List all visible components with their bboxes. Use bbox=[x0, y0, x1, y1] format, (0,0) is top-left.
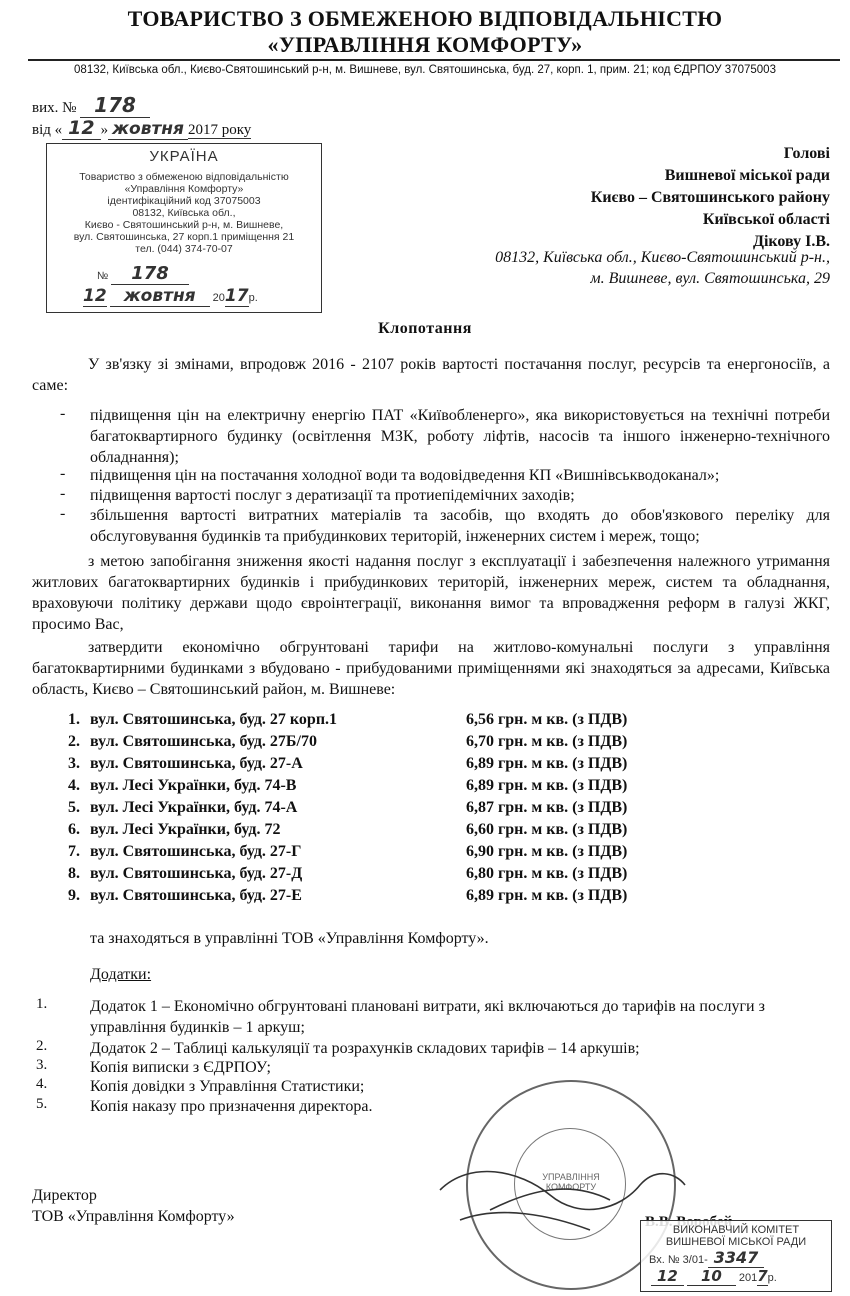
reg-date-month: 10 bbox=[687, 1267, 736, 1286]
list-item-address: вул. Лесі Українки, буд. 74-А bbox=[90, 799, 298, 816]
company-registration-stamp bbox=[46, 143, 322, 313]
stamp-date-day: 12 bbox=[83, 286, 107, 306]
seal-center-line2: КОМФОРТУ bbox=[545, 1182, 597, 1192]
list-item-number: 9. bbox=[68, 887, 80, 904]
attachment-item: Копія виписки з ЄДРПОУ; bbox=[90, 1059, 271, 1076]
date-from-label: від « bbox=[32, 122, 63, 138]
stamp-date-month: жовтня bbox=[110, 286, 210, 307]
company-name-line1: ТОВАРИСТВО З ОБМЕЖЕНОЮ ВІДПОВІДАЛЬНІСТЮ bbox=[127, 6, 723, 31]
list-item-price: 6,56 грн. м кв. (з ПДВ) bbox=[466, 711, 628, 728]
list-item-price: 6,89 грн. м кв. (з ПДВ) bbox=[466, 777, 628, 794]
document-title: Клопотання bbox=[378, 320, 472, 337]
attachment-number: 1. bbox=[36, 996, 48, 1012]
management-note: та знаходяться в управлінні ТОВ «Управління Комфорту». bbox=[90, 930, 489, 947]
recipient-line: Вишневої міської ради bbox=[664, 167, 830, 184]
list-item-price: 6,90 грн. м кв. (з ПДВ) bbox=[466, 843, 628, 860]
stamp-line: вул. Святошинська, 27 корп.1 приміщення 21 bbox=[73, 231, 295, 243]
stamp-line: Товариство з обмеженою відповідальністю bbox=[79, 171, 289, 183]
signature-role: Директор bbox=[32, 1187, 97, 1204]
attachment-number: 5. bbox=[36, 1096, 48, 1112]
date-mid: » bbox=[100, 122, 109, 138]
bullet-mark: - bbox=[60, 465, 66, 482]
stamp-date-end: р. bbox=[248, 292, 258, 304]
request-paragraph: затвердити економічно обгрунтовані тарифи на житлово-комунальні послуги з управління багатоквартирними будинками з вбудовано - прибудованими приміщеннями які знаходяться за адресами, Київська область, Києво – Святошинський район, м. Вишневе: bbox=[32, 639, 830, 698]
list-item-price: 6,80 грн. м кв. (з ПДВ) bbox=[466, 865, 628, 882]
reg-line2: ВИШНЕВОЇ МІСЬКОЇ РАДИ bbox=[665, 1236, 807, 1248]
recipient-address bbox=[495, 247, 830, 289]
date-day: 12 bbox=[62, 117, 100, 140]
reg-no-value: 3347 bbox=[708, 1248, 765, 1268]
recipient-address-line1: 08132, Київська обл., Києво-Святошинський р-н., bbox=[495, 249, 830, 266]
list-item-address: вул. Святошинська, буд. 27Б/70 bbox=[90, 733, 317, 750]
stamp-no-label: № bbox=[97, 270, 109, 282]
stamp-year-prefix: 20 bbox=[212, 292, 225, 304]
seal-center-line1: УПРАВЛІННЯ bbox=[542, 1172, 600, 1182]
stamp-line: тел. (044) 374-70-07 bbox=[135, 243, 233, 255]
list-item-number: 4. bbox=[68, 777, 80, 794]
company-name-line2: «УПРАВЛІННЯ КОМФОРТУ» bbox=[267, 32, 583, 57]
date-month: жовтня bbox=[108, 119, 188, 140]
reg-year-prefix: 201 bbox=[738, 1272, 758, 1284]
recipient-line: Київської області bbox=[702, 211, 830, 228]
purpose-paragraph: з метою запобігання зниження якості надання послуг з експлуатації і забезпечення належного утримання житлових багатоквартирних будинків і прибудинкових територій, інженерних мереж, систем та обладнання, враховуючи політику держави щодо євроінтеграції, виконання вимог та впровадження реформ в галузі ЖКГ, просимо Вас, bbox=[32, 553, 830, 633]
reg-line1: ВИКОНАВЧИЙ КОМІТЕТ bbox=[672, 1224, 800, 1236]
outgoing-number-value: 178 bbox=[80, 93, 150, 118]
recipient-line: Дікову І.В. bbox=[752, 233, 830, 250]
attachment-number: 3. bbox=[36, 1057, 48, 1073]
list-item-address: вул. Святошинська, буд. 27 корп.1 bbox=[90, 711, 338, 728]
reg-no-label: Вх. № 3/01- bbox=[649, 1254, 708, 1266]
list-item-price: 6,60 грн. м кв. (з ПДВ) bbox=[466, 821, 628, 838]
stamp-no-value: 178 bbox=[111, 263, 189, 285]
bullet-item: підвищення цін на постачання холодної води та водовідведення КП «Вишнівськводоканал»; bbox=[90, 467, 720, 484]
list-item-price: 6,89 грн. м кв. (з ПДВ) bbox=[466, 755, 628, 772]
list-item-number: 1. bbox=[68, 711, 80, 728]
attachment-item: Додаток 2 – Таблиці калькуляції та розрахунків складових тарифів – 14 аркушів; bbox=[90, 1040, 640, 1057]
list-item-number: 7. bbox=[68, 843, 80, 860]
reg-date-end: р. bbox=[767, 1272, 777, 1284]
attachment-number: 4. bbox=[36, 1076, 48, 1092]
list-item-price: 6,87 грн. м кв. (з ПДВ) bbox=[466, 799, 628, 816]
stamp-title: УКРАЇНА bbox=[149, 148, 219, 165]
stamp-year-suffix: 17 bbox=[224, 286, 249, 306]
date-year: 2017 року bbox=[187, 122, 252, 138]
bullet-mark: - bbox=[60, 485, 66, 502]
recipient-block bbox=[591, 143, 830, 253]
reg-date-day: 12 bbox=[651, 1267, 684, 1286]
list-item-price: 6,89 грн. м кв. (з ПДВ) bbox=[466, 887, 628, 904]
list-item-number: 3. bbox=[68, 755, 80, 772]
bullet-item: підвищення цін на електричну енергію ПАТ «Київобленерго», яка використовується на технічні потреби багатоквартирного будинку (освітлення МЗК, роботу ліфтів, насосів та іншого інженерно-технічного обладнання); bbox=[90, 407, 830, 466]
bullet-mark: - bbox=[60, 505, 66, 522]
intro-paragraph: У зв'язку зі змінами, впродовж 2016 - 2107 років вартості постачання послуг, ресурсів та енергоносіїв, а саме: bbox=[32, 356, 830, 394]
attachment-item: Копія довідки з Управління Статистики; bbox=[90, 1078, 365, 1095]
list-item-number: 8. bbox=[68, 865, 80, 882]
company-address: 08132, Київська обл., Києво-Святошинський р-н, м. Вишневе, вул. Святошинська, буд. 27, корп. 1, прим. 21; код ЄДРПОУ 37075003 bbox=[74, 64, 776, 76]
recipient-line: Києво – Святошинського району bbox=[590, 189, 830, 206]
reg-year-suffix: 7 bbox=[757, 1267, 768, 1285]
attachment-item: Додаток 1 – Економічно обгрунтовані плановані витрати, які включаються до тарифів на послуги з управління будинків – 1 аркуш; bbox=[90, 998, 765, 1036]
list-item-number: 6. bbox=[68, 821, 80, 838]
outgoing-number bbox=[32, 93, 150, 117]
incoming-registration-stamp bbox=[640, 1220, 832, 1292]
list-item-address: вул. Святошинська, буд. 27-Д bbox=[90, 865, 303, 882]
stamp-line: Києво - Святошинський р-н, м. Вишневе, bbox=[84, 219, 284, 231]
list-item-address: вул. Лесі Українки, буд. 74-В bbox=[90, 777, 297, 794]
stamp-line: «Управління Комфорту» bbox=[124, 183, 244, 195]
bullet-item: збільшення вартості витратних матеріалів та засобів, що входять до обов'язкового переліку для обслуговування будинків та прибудинкових територій, інженерних систем і мереж, тощо; bbox=[90, 507, 830, 545]
bullet-mark: - bbox=[60, 405, 66, 422]
list-item-price: 6,70 грн. м кв. (з ПДВ) bbox=[466, 733, 628, 750]
list-item-address: вул. Святошинська, буд. 27-А bbox=[90, 755, 303, 772]
list-item-address: вул. Лесі Українки, буд. 72 bbox=[90, 821, 281, 838]
list-item-address: вул. Святошинська, буд. 27-Е bbox=[90, 887, 302, 904]
list-item-number: 5. bbox=[68, 799, 80, 816]
header-rule bbox=[28, 59, 840, 61]
list-item-number: 2. bbox=[68, 733, 80, 750]
attachment-item: Копія наказу про призначення директора. bbox=[90, 1098, 373, 1115]
stamp-line: ідентифікаційний код 37075003 bbox=[107, 195, 261, 207]
attachments-heading: Додатки: bbox=[90, 966, 152, 983]
outgoing-date bbox=[32, 117, 251, 139]
outgoing-number-label: вих. № bbox=[32, 100, 77, 116]
attachment-number: 2. bbox=[36, 1038, 48, 1054]
stamp-line: 08132, Київська обл., bbox=[132, 207, 236, 219]
signature-org: ТОВ «Управління Комфорту» bbox=[32, 1208, 235, 1225]
list-item-address: вул. Святошинська, буд. 27-Г bbox=[90, 843, 302, 860]
recipient-address-line2: м. Вишневе, вул. Святошинська, 29 bbox=[590, 270, 830, 287]
bullet-item: підвищення вартості послуг з дератизації та протиепідемічних заходів; bbox=[90, 487, 575, 504]
recipient-line: Голові bbox=[783, 145, 830, 162]
